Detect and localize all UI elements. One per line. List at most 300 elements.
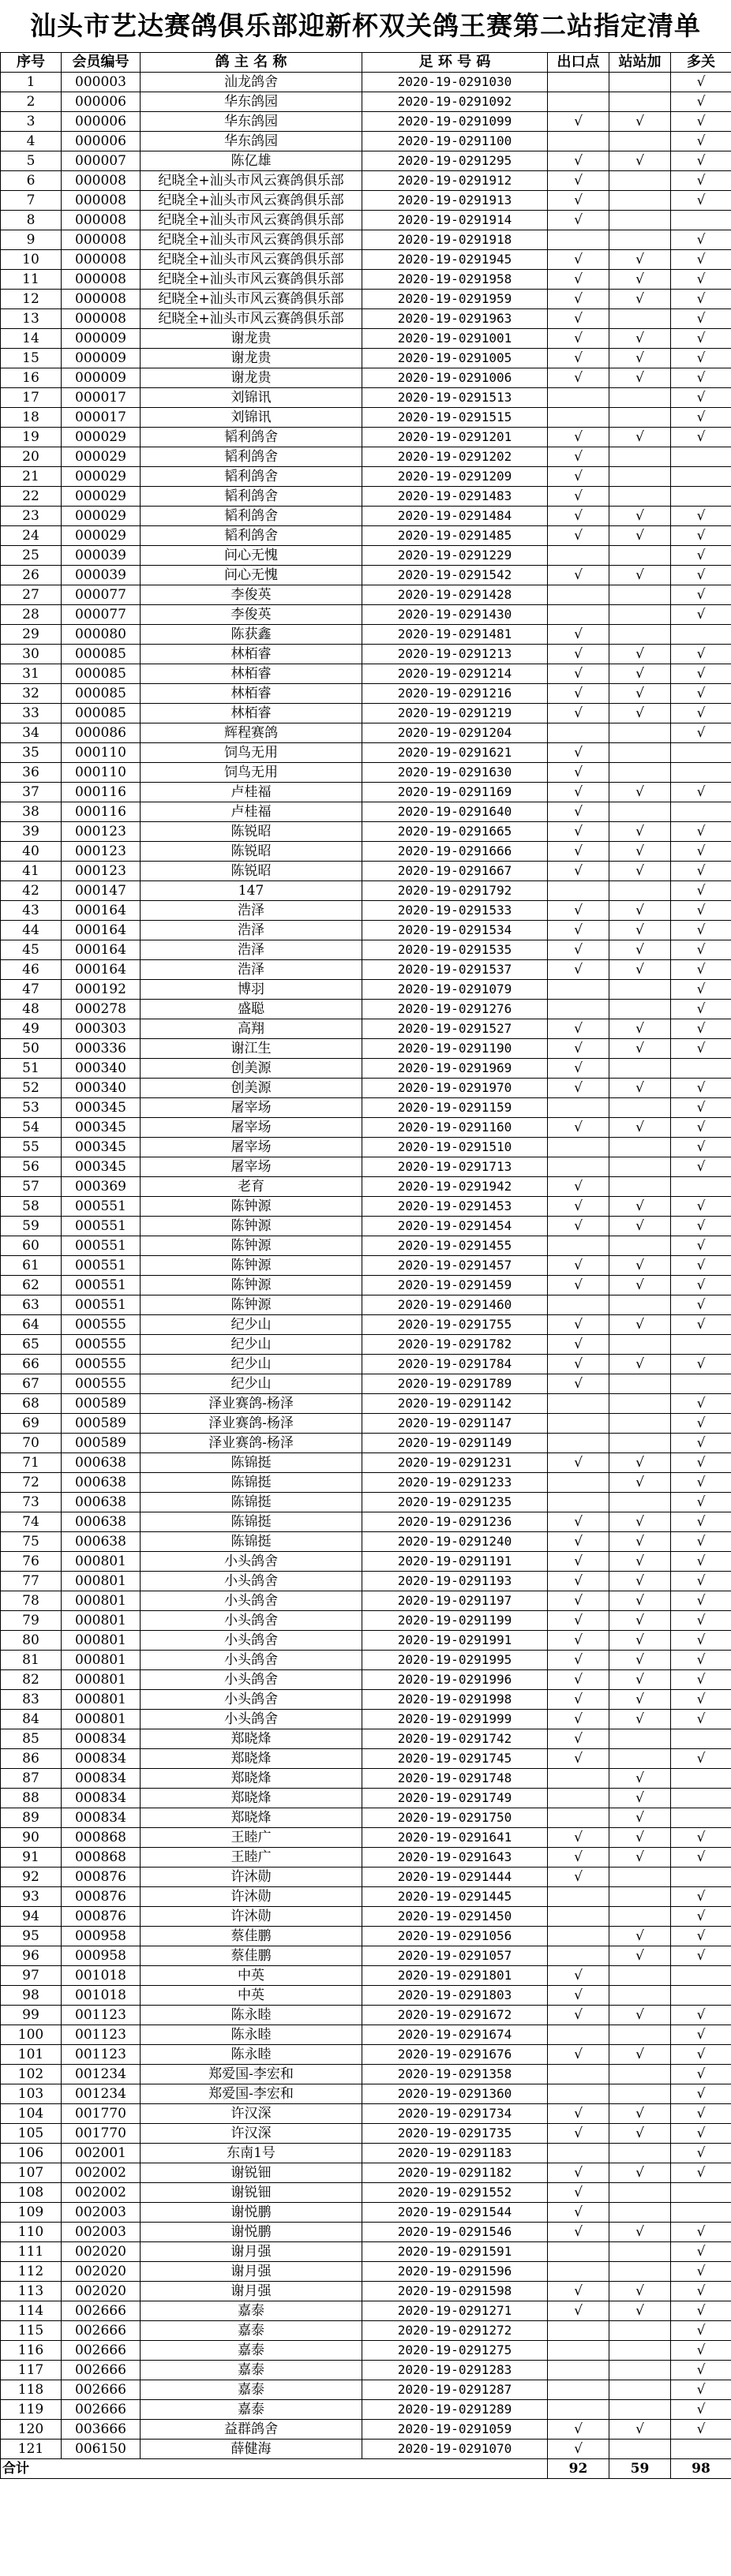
row-index: 33	[1, 704, 62, 723]
row-index: 63	[1, 1295, 62, 1315]
owner-name: 浩泽	[141, 940, 362, 960]
multi-pass-cell	[671, 743, 731, 763]
exit-point-cell: √	[548, 1039, 609, 1059]
row-index: 114	[1, 2301, 62, 2321]
member-id: 000007	[62, 151, 141, 171]
row-index: 104	[1, 2104, 62, 2124]
station-plus-cell	[609, 1098, 671, 1118]
member-id: 000589	[62, 1394, 141, 1414]
member-id: 000555	[62, 1315, 141, 1335]
multi-pass-cell	[671, 802, 731, 822]
row-index: 9	[1, 230, 62, 250]
station-plus-cell	[609, 1059, 671, 1079]
multi-pass-cell: √	[671, 822, 731, 842]
owner-name: 汕龙鸽舍	[141, 73, 362, 92]
owner-name: 纪晓全+汕头市风云赛鸽俱乐部	[141, 290, 362, 309]
owner-name: 纪少山	[141, 1315, 362, 1335]
ring-number: 2020-19-0291213	[362, 645, 548, 664]
ring-number: 2020-19-0291295	[362, 151, 548, 171]
station-plus-cell	[609, 1414, 671, 1434]
member-id: 000110	[62, 743, 141, 763]
ring-number: 2020-19-0291745	[362, 1749, 548, 1769]
row-index: 17	[1, 388, 62, 408]
station-plus-cell	[609, 2341, 671, 2361]
table-row	[1, 980, 731, 1000]
multi-pass-cell: √	[671, 73, 731, 92]
table-row	[1, 309, 731, 329]
table-row	[1, 1749, 731, 1769]
owner-name: 陈钟源	[141, 1295, 362, 1315]
member-id: 001770	[62, 2104, 141, 2124]
table-row	[1, 2341, 731, 2361]
table-row	[1, 1355, 731, 1374]
ring-number: 2020-19-0291190	[362, 1039, 548, 1059]
column-header-station-plus: 站站加	[609, 53, 671, 73]
member-id: 000638	[62, 1532, 141, 1552]
owner-name: 饲鸟无用	[141, 763, 362, 783]
table-row	[1, 230, 731, 250]
exit-point-cell: √	[548, 250, 609, 270]
table-row	[1, 1000, 731, 1019]
station-plus-cell: √	[609, 1453, 671, 1473]
owner-name: 刘锦讯	[141, 408, 362, 428]
exit-point-cell: √	[548, 1335, 609, 1355]
exit-point-cell	[548, 2084, 609, 2104]
multi-pass-cell	[671, 2440, 731, 2459]
table-row	[1, 290, 731, 309]
row-index: 92	[1, 1868, 62, 1887]
ring-number: 2020-19-0291193	[362, 1572, 548, 1591]
owner-name: 谢锐钿	[141, 2163, 362, 2183]
multi-pass-cell: √	[671, 1079, 731, 1098]
owner-name: 许汉深	[141, 2104, 362, 2124]
multi-pass-cell: √	[671, 290, 731, 309]
station-plus-cell	[609, 625, 671, 645]
member-id: 000164	[62, 901, 141, 921]
exit-point-cell: √	[548, 1177, 609, 1197]
column-header-index: 序号	[1, 53, 62, 73]
table-row	[1, 487, 731, 507]
designation-table	[0, 52, 731, 2479]
multi-pass-cell: √	[671, 2223, 731, 2242]
multi-pass-cell: √	[671, 1473, 731, 1493]
ring-number: 2020-19-0291444	[362, 1868, 548, 1887]
row-index: 97	[1, 1966, 62, 1986]
owner-name: 泽业赛鸽-杨泽	[141, 1414, 362, 1434]
row-index: 85	[1, 1729, 62, 1749]
owner-name: 嘉泰	[141, 2361, 362, 2380]
member-id: 000551	[62, 1197, 141, 1217]
owner-name: 卢桂福	[141, 783, 362, 802]
multi-pass-cell: √	[671, 2104, 731, 2124]
station-plus-cell: √	[609, 901, 671, 921]
ring-number: 2020-19-0291621	[362, 743, 548, 763]
station-plus-cell	[609, 2380, 671, 2400]
row-index: 118	[1, 2380, 62, 2400]
exit-point-cell: √	[548, 1552, 609, 1572]
multi-pass-cell: √	[671, 1631, 731, 1651]
total-multi-pass: 98	[671, 2459, 731, 2479]
table-row	[1, 191, 731, 211]
member-id: 000303	[62, 1019, 141, 1039]
table-row	[1, 1552, 731, 1572]
multi-pass-cell: √	[671, 2301, 731, 2321]
multi-pass-cell: √	[671, 507, 731, 526]
row-index: 89	[1, 1808, 62, 1828]
multi-pass-cell: √	[671, 1651, 731, 1670]
multi-pass-cell: √	[671, 1946, 731, 1966]
table-row	[1, 566, 731, 585]
owner-name: 陈钟源	[141, 1236, 362, 1256]
row-index: 100	[1, 2025, 62, 2045]
row-index: 98	[1, 1986, 62, 2006]
row-index: 1	[1, 73, 62, 92]
ring-number: 2020-19-0291667	[362, 862, 548, 881]
table-row	[1, 349, 731, 368]
row-index: 57	[1, 1177, 62, 1197]
owner-name: 纪晓全+汕头市风云赛鸽俱乐部	[141, 270, 362, 290]
multi-pass-cell: √	[671, 1355, 731, 1374]
ring-number: 2020-19-0291735	[362, 2124, 548, 2144]
row-index: 16	[1, 368, 62, 388]
ring-number: 2020-19-0291792	[362, 881, 548, 901]
row-index: 75	[1, 1532, 62, 1552]
ring-number: 2020-19-0291713	[362, 1157, 548, 1177]
multi-pass-cell: √	[671, 2380, 731, 2400]
exit-point-cell: √	[548, 526, 609, 546]
ring-number: 2020-19-0291147	[362, 1414, 548, 1434]
row-index: 12	[1, 290, 62, 309]
member-id: 000834	[62, 1769, 141, 1789]
station-plus-cell	[609, 73, 671, 92]
station-plus-cell: √	[609, 1019, 671, 1039]
multi-pass-cell: √	[671, 1236, 731, 1256]
exit-point-cell: √	[548, 1276, 609, 1295]
table-row	[1, 151, 731, 171]
owner-name: 陈钟源	[141, 1197, 362, 1217]
member-id: 006150	[62, 2440, 141, 2459]
ring-number: 2020-19-0291005	[362, 349, 548, 368]
exit-point-cell: √	[548, 329, 609, 349]
station-plus-cell: √	[609, 1946, 671, 1966]
row-index: 86	[1, 1749, 62, 1769]
table-row	[1, 684, 731, 704]
station-plus-cell: √	[609, 1670, 671, 1690]
table-row	[1, 2380, 731, 2400]
exit-point-cell	[548, 1473, 609, 1493]
member-id: 000345	[62, 1138, 141, 1157]
exit-point-cell: √	[548, 1749, 609, 1769]
table-row	[1, 250, 731, 270]
ring-number: 2020-19-0291235	[362, 1493, 548, 1512]
station-plus-cell: √	[609, 2282, 671, 2301]
member-id: 000638	[62, 1493, 141, 1512]
member-id: 002020	[62, 2262, 141, 2282]
table-row	[1, 1710, 731, 1729]
owner-name: 陈钟源	[141, 1217, 362, 1236]
station-plus-cell: √	[609, 842, 671, 862]
multi-pass-cell: √	[671, 645, 731, 664]
owner-name: 许沐勋	[141, 1887, 362, 1907]
row-index: 88	[1, 1789, 62, 1808]
owner-name: 东南1号	[141, 2144, 362, 2163]
member-id: 002666	[62, 2400, 141, 2420]
member-id: 000085	[62, 664, 141, 684]
multi-pass-cell: √	[671, 1019, 731, 1039]
owner-name: 林栢睿	[141, 664, 362, 684]
station-plus-cell	[609, 467, 671, 487]
member-id: 000006	[62, 112, 141, 132]
row-index: 62	[1, 1276, 62, 1295]
exit-point-cell	[548, 2361, 609, 2380]
station-plus-cell	[609, 230, 671, 250]
ring-number: 2020-19-0291453	[362, 1197, 548, 1217]
multi-pass-cell: √	[671, 1098, 731, 1118]
member-id: 000029	[62, 447, 141, 467]
table-row	[1, 2301, 731, 2321]
owner-name: 陈锦挺	[141, 1453, 362, 1473]
row-index: 3	[1, 112, 62, 132]
multi-pass-cell	[671, 1986, 731, 2006]
owner-name: 陈钟源	[141, 1276, 362, 1295]
exit-point-cell: √	[548, 2440, 609, 2459]
multi-pass-cell	[671, 467, 731, 487]
table-row	[1, 1059, 731, 1079]
row-index: 60	[1, 1236, 62, 1256]
owner-name: 纪晓全+汕头市风云赛鸽俱乐部	[141, 309, 362, 329]
ring-number: 2020-19-0291202	[362, 447, 548, 467]
station-plus-cell: √	[609, 2104, 671, 2124]
ring-number: 2020-19-0291803	[362, 1986, 548, 2006]
exit-point-cell	[548, 1927, 609, 1946]
owner-name: 小头鸽舍	[141, 1611, 362, 1631]
multi-pass-cell: √	[671, 1138, 731, 1157]
table-row	[1, 270, 731, 290]
member-id: 000116	[62, 783, 141, 802]
multi-pass-cell	[671, 211, 731, 230]
table-row	[1, 1591, 731, 1611]
ring-number: 2020-19-0291999	[362, 1710, 548, 1729]
table-row	[1, 1295, 731, 1315]
ring-number: 2020-19-0291666	[362, 842, 548, 862]
multi-pass-cell	[671, 1868, 731, 1887]
ring-number: 2020-19-0291233	[362, 1473, 548, 1493]
multi-pass-cell: √	[671, 1749, 731, 1769]
exit-point-cell	[548, 2025, 609, 2045]
exit-point-cell	[548, 132, 609, 151]
station-plus-cell: √	[609, 1355, 671, 1374]
multi-pass-cell: √	[671, 1217, 731, 1236]
owner-name: 中英	[141, 1966, 362, 1986]
multi-pass-cell: √	[671, 270, 731, 290]
ring-number: 2020-19-0291483	[362, 487, 548, 507]
member-id: 000958	[62, 1927, 141, 1946]
ring-number: 2020-19-0291630	[362, 763, 548, 783]
ring-number: 2020-19-0291995	[362, 1651, 548, 1670]
station-plus-cell	[609, 1236, 671, 1256]
station-plus-cell	[609, 2440, 671, 2459]
exit-point-cell	[548, 605, 609, 625]
multi-pass-cell: √	[671, 112, 731, 132]
station-plus-cell	[609, 2183, 671, 2203]
ring-number: 2020-19-0291945	[362, 250, 548, 270]
station-plus-cell: √	[609, 1512, 671, 1532]
row-index: 70	[1, 1434, 62, 1453]
exit-point-cell: √	[548, 1019, 609, 1039]
member-id: 000008	[62, 191, 141, 211]
multi-pass-cell	[671, 1789, 731, 1808]
member-id: 001123	[62, 2006, 141, 2025]
member-id: 000801	[62, 1572, 141, 1591]
ring-number: 2020-19-0291201	[362, 428, 548, 447]
table-row	[1, 1157, 731, 1177]
station-plus-cell: √	[609, 270, 671, 290]
owner-name: 陈锦挺	[141, 1512, 362, 1532]
table-row	[1, 723, 731, 743]
member-id: 002666	[62, 2361, 141, 2380]
ring-number: 2020-19-0291236	[362, 1512, 548, 1532]
station-plus-cell	[609, 763, 671, 783]
member-id: 000008	[62, 171, 141, 191]
multi-pass-cell: √	[671, 2361, 731, 2380]
member-id: 000868	[62, 1828, 141, 1848]
exit-point-cell: √	[548, 151, 609, 171]
multi-pass-cell	[671, 1335, 731, 1355]
exit-point-cell: √	[548, 2183, 609, 2203]
row-index: 68	[1, 1394, 62, 1414]
ring-number: 2020-19-0291240	[362, 1532, 548, 1552]
member-id: 000868	[62, 1848, 141, 1868]
member-id: 000801	[62, 1670, 141, 1690]
member-id: 001123	[62, 2025, 141, 2045]
owner-name: 卢桂福	[141, 802, 362, 822]
ring-number: 2020-19-0291748	[362, 1769, 548, 1789]
exit-point-cell	[548, 92, 609, 112]
owner-name: 盛聪	[141, 1000, 362, 1019]
row-index: 8	[1, 211, 62, 230]
owner-name: 林栢睿	[141, 684, 362, 704]
table-row	[1, 881, 731, 901]
multi-pass-cell: √	[671, 546, 731, 566]
ring-number: 2020-19-0291272	[362, 2321, 548, 2341]
station-plus-cell	[609, 1887, 671, 1907]
exit-point-cell	[548, 1295, 609, 1315]
member-id: 000801	[62, 1651, 141, 1670]
owner-name: 浩泽	[141, 901, 362, 921]
exit-point-cell: √	[548, 428, 609, 447]
row-index: 29	[1, 625, 62, 645]
ring-number: 2020-19-0291784	[362, 1355, 548, 1374]
exit-point-cell: √	[548, 822, 609, 842]
ring-number: 2020-19-0291183	[362, 2144, 548, 2163]
exit-point-cell	[548, 881, 609, 901]
row-index: 32	[1, 684, 62, 704]
ring-number: 2020-19-0291674	[362, 2025, 548, 2045]
ring-number: 2020-19-0291057	[362, 1946, 548, 1966]
station-plus-cell	[609, 1335, 671, 1355]
owner-name: 蔡佳鹏	[141, 1946, 362, 1966]
member-id: 000345	[62, 1118, 141, 1138]
owner-name: 陈永睦	[141, 2025, 362, 2045]
owner-name: 郑晓烽	[141, 1808, 362, 1828]
station-plus-cell: √	[609, 1473, 671, 1493]
station-plus-cell: √	[609, 526, 671, 546]
multi-pass-cell: √	[671, 2025, 731, 2045]
multi-pass-cell: √	[671, 191, 731, 211]
multi-pass-cell: √	[671, 1039, 731, 1059]
exit-point-cell	[548, 2400, 609, 2420]
table-row	[1, 2420, 731, 2440]
owner-name: 韬利鸽舍	[141, 507, 362, 526]
station-plus-cell	[609, 980, 671, 1000]
table-row	[1, 625, 731, 645]
member-id: 000085	[62, 704, 141, 723]
table-row	[1, 428, 731, 447]
ring-number: 2020-19-0291969	[362, 1059, 548, 1079]
ring-number: 2020-19-0291450	[362, 1907, 548, 1927]
station-plus-cell	[609, 2203, 671, 2223]
row-index: 113	[1, 2282, 62, 2301]
station-plus-cell	[609, 802, 671, 822]
member-id: 000345	[62, 1098, 141, 1118]
exit-point-cell: √	[548, 1512, 609, 1532]
table-row	[1, 1729, 731, 1749]
row-index: 80	[1, 1631, 62, 1651]
ring-number: 2020-19-0291197	[362, 1591, 548, 1611]
multi-pass-cell: √	[671, 1512, 731, 1532]
exit-point-cell: √	[548, 2203, 609, 2223]
multi-pass-cell: √	[671, 309, 731, 329]
owner-name: 李俊英	[141, 605, 362, 625]
owner-name: 谢悦鹏	[141, 2223, 362, 2242]
table-row	[1, 1690, 731, 1710]
table-row	[1, 2223, 731, 2242]
member-id: 000039	[62, 566, 141, 585]
owner-name: 许沐勋	[141, 1868, 362, 1887]
multi-pass-cell	[671, 2203, 731, 2223]
member-id: 000834	[62, 1729, 141, 1749]
multi-pass-cell: √	[671, 132, 731, 151]
table-row	[1, 822, 731, 842]
multi-pass-cell	[671, 1966, 731, 1986]
table-row	[1, 645, 731, 664]
owner-name: 问心无愧	[141, 566, 362, 585]
exit-point-cell	[548, 1887, 609, 1907]
ring-number: 2020-19-0291510	[362, 1138, 548, 1157]
owner-name: 华东鸽园	[141, 132, 362, 151]
member-id: 000638	[62, 1512, 141, 1532]
table-row	[1, 960, 731, 980]
exit-point-cell: √	[548, 1315, 609, 1335]
ring-number: 2020-19-0291191	[362, 1552, 548, 1572]
owner-name: 嘉泰	[141, 2301, 362, 2321]
exit-point-cell: √	[548, 191, 609, 211]
exit-point-cell: √	[548, 921, 609, 940]
table-row	[1, 1118, 731, 1138]
station-plus-cell	[609, 1177, 671, 1197]
exit-point-cell	[548, 73, 609, 92]
owner-name: 刘锦讯	[141, 388, 362, 408]
station-plus-cell	[609, 1000, 671, 1019]
row-index: 35	[1, 743, 62, 763]
table-row	[1, 1828, 731, 1848]
multi-pass-cell: √	[671, 862, 731, 881]
row-index: 58	[1, 1197, 62, 1217]
table-row	[1, 467, 731, 487]
exit-point-cell	[548, 1946, 609, 1966]
owner-name: 韬利鸽舍	[141, 487, 362, 507]
station-plus-cell: √	[609, 1651, 671, 1670]
